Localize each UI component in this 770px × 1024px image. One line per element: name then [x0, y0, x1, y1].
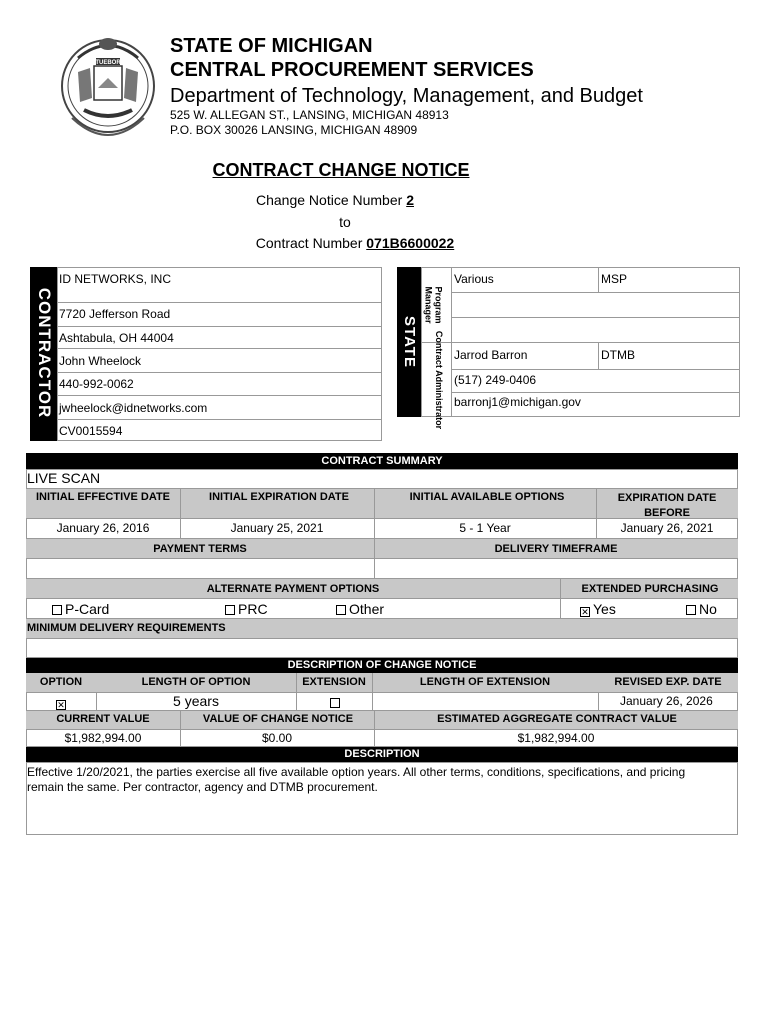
extended-no-option[interactable] — [686, 601, 717, 617]
current-value: $1,982,994.00 — [64, 731, 142, 745]
contract-administrator-email[interactable]: barronj1@michigan.gov — [454, 395, 581, 409]
contractor-side-label: CONTRACTOR — [35, 287, 54, 419]
change-notice-line — [0, 192, 670, 208]
header-alt-payment: ALTERNATE PAYMENT OPTIONS — [206, 583, 380, 595]
change-notice-label: Change Notice Number — [256, 192, 407, 208]
contractor-name: ID NETWORKS, INC — [59, 272, 172, 286]
extended-yes-option[interactable] — [580, 601, 616, 617]
summary-description: LIVE SCAN — [27, 470, 101, 486]
other-option[interactable] — [336, 601, 384, 617]
length-of-option: 5 years — [173, 693, 219, 709]
header-initial-effective: INITIAL EFFECTIVE DATE — [35, 491, 171, 503]
option-checkbox-checked[interactable]: ✕ — [57, 700, 65, 710]
contract-number-line — [0, 235, 710, 251]
prc-checkbox[interactable] — [225, 605, 235, 615]
min-delivery-value-row — [26, 638, 738, 658]
program-manager-agency: MSP — [601, 272, 628, 286]
header-agency: CENTRAL PROCUREMENT SERVICES — [170, 59, 534, 81]
header-initial-options: INITIAL AVAILABLE OPTIONS — [409, 491, 565, 503]
extension-checkbox[interactable] — [330, 694, 343, 710]
contract-number-label: Contract Number — [255, 235, 367, 251]
change-notice-title: DESCRIPTION OF CHANGE NOTICE — [287, 659, 477, 671]
extended-yes-label: Yes — [593, 601, 616, 617]
header-address-2: P.O. BOX 30026 LANSING, MICHIGAN 48909 — [170, 123, 418, 137]
prc-option[interactable] — [225, 601, 268, 617]
header-option: OPTION — [39, 676, 83, 688]
pcard-label: P-Card — [65, 601, 110, 617]
contractor-contact: John Wheelock — [59, 354, 142, 368]
header-extended-purchasing: EXTENDED PURCHASING — [581, 583, 719, 595]
contractor-city: Ashtabula, OH 44004 — [59, 331, 174, 345]
extended-no-checkbox[interactable] — [686, 605, 696, 615]
header-state: STATE OF MICHIGAN — [170, 35, 373, 57]
contract-summary-bar — [26, 453, 738, 469]
header-department: Department of Technology, Management, and Budget — [170, 85, 643, 107]
change-notice-number: 2 — [406, 192, 414, 208]
header-value-change: VALUE OF CHANGE NOTICE — [202, 713, 354, 725]
change-notice-bar — [26, 658, 738, 673]
description-text: Effective 1/20/2021, the parties exercise all five available option years. All other terms, conditions, specifications, and pricing remain the same. Per contractor, agency and DTMB procurement. — [27, 765, 686, 794]
revised-exp-date: January 26, 2026 — [620, 694, 713, 708]
notice-to: to — [339, 214, 351, 230]
terms-value-row — [26, 558, 738, 579]
header-extension: EXTENSION — [302, 676, 366, 688]
contract-summary-title: CONTRACT SUMMARY — [321, 455, 443, 467]
header-delivery-timeframe: DELIVERY TIMEFRAME — [494, 543, 618, 555]
notice-title: CONTRACT CHANGE NOTICE — [212, 160, 470, 180]
extended-yes-checkbox-checked[interactable]: ✕ — [581, 607, 589, 617]
initial-available-options: 5 - 1 Year — [459, 521, 511, 535]
description-bar — [26, 747, 738, 762]
state-seal — [58, 28, 158, 150]
other-checkbox[interactable] — [336, 605, 346, 615]
header-length-option: LENGTH OF OPTION — [141, 676, 251, 688]
contractor-email[interactable]: jwheelock@idnetworks.com — [59, 401, 208, 415]
contract-administrator-phone: (517) 249-0406 — [454, 373, 537, 387]
contract-administrator-agency: DTMB — [601, 348, 635, 362]
header-expiration-before: EXPIRATION DATE BEFORE — [617, 492, 717, 519]
header-revised-exp: REVISED EXP. DATE — [614, 676, 722, 688]
expiration-date-before: January 26, 2021 — [620, 521, 714, 535]
svg-text:TUEBOR: TUEBOR — [95, 60, 121, 66]
contractor-vendor-id: CV0015594 — [59, 424, 123, 438]
contractor-side-bar — [30, 267, 57, 441]
contract-administrator-label: Contract Administrator — [434, 330, 444, 430]
extended-no-label: No — [699, 601, 717, 617]
pcard-checkbox[interactable] — [52, 605, 62, 615]
header-current-value: CURRENT VALUE — [56, 713, 150, 725]
state-side-label: STATE — [401, 316, 418, 368]
header-payment-terms: PAYMENT TERMS — [153, 543, 247, 555]
other-label: Other — [349, 601, 385, 617]
initial-effective-date: January 26, 2016 — [56, 521, 150, 535]
pcard-option[interactable] — [52, 601, 109, 617]
header-min-delivery: MINIMUM DELIVERY REQUIREMENTS — [27, 622, 226, 634]
contract-number: 071B6600022 — [366, 235, 455, 251]
contract-administrator-name: Jarrod Barron — [454, 348, 528, 362]
initial-expiration-date: January 25, 2021 — [230, 521, 324, 535]
state-side-bar — [397, 267, 421, 417]
header-length-extension: LENGTH OF EXTENSION — [419, 676, 551, 688]
contractor-street: 7720 Jefferson Road — [59, 307, 171, 321]
value-of-change: $0.00 — [261, 731, 293, 745]
summary-description-row — [26, 469, 738, 489]
description-title: DESCRIPTION — [344, 748, 420, 760]
estimated-aggregate-value: $1,982,994.00 — [517, 731, 595, 745]
header-initial-expiration: INITIAL EXPIRATION DATE — [209, 491, 349, 503]
program-manager-name: Various — [454, 272, 494, 286]
program-manager-label: Program Manager — [423, 286, 444, 324]
header-address-1: 525 W. ALLEGAN ST., LANSING, MICHIGAN 48913 — [170, 108, 449, 122]
prc-label: PRC — [238, 601, 268, 617]
header-estimated-value: ESTIMATED AGGREGATE CONTRACT VALUE — [437, 713, 677, 725]
contractor-phone: 440-992-0062 — [59, 377, 134, 391]
